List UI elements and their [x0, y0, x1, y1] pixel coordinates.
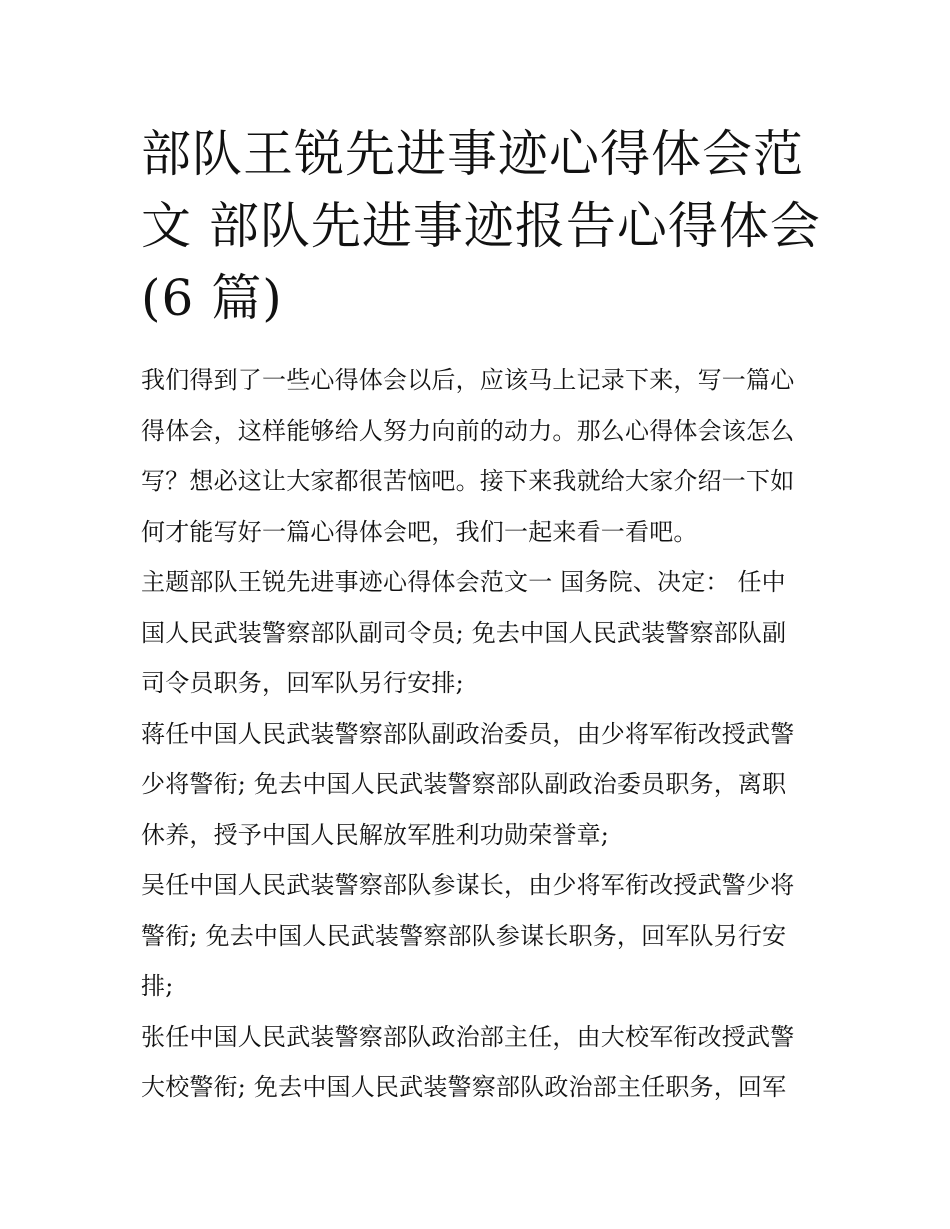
- title-line-1: 部队王锐先进事迹心得体会范: [141, 125, 804, 183]
- title-line-3: (6 篇): [141, 269, 283, 327]
- paragraph-intro: [141, 355, 821, 557]
- text-line: 写？想必这让大家都很苦恼吧。接下来我就给大家介绍一下如: [141, 467, 795, 495]
- paragraph-appointment-2: [141, 860, 821, 1012]
- paragraph-appointment-3: [141, 1012, 821, 1113]
- text-line: 得体会，这样能够给人努力向前的动力。那么心得体会该怎么: [141, 416, 795, 445]
- text-line: 何才能写好一篇心得体会吧，我们一起来看一看吧。: [141, 517, 698, 546]
- text-line: 警衔; 免去中国人民武装警察部队参谋长职务，回军队另行安: [141, 921, 787, 950]
- text-line: 排;: [141, 972, 174, 1000]
- text-line: 主题部队王锐先进事迹心得体会范文一 国务院、决定： 任中: [141, 568, 786, 596]
- text-line: 少将警衔; 免去中国人民武装警察部队副政治委员职务，离职: [141, 770, 787, 798]
- text-line: 张任中国人民武装警察部队政治部主任，由大校军衔改授武警: [141, 1022, 795, 1051]
- title-line-2: 文 部队先进事迹报告心得体会: [141, 197, 821, 255]
- paragraph-appointment-1: [141, 709, 821, 861]
- text-line: 吴任中国人民武装警察部队参谋长，由少将军衔改授武警少将: [141, 871, 795, 899]
- text-line: 国人民武装警察部队副司令员; 免去中国人民武装警察部队副: [141, 618, 787, 647]
- text-line: 休养，授予中国人民解放军胜利功勋荣誉章;: [141, 820, 610, 849]
- text-line: 蒋任中国人民武装警察部队副政治委员，由少将军衔改授武警: [141, 719, 795, 748]
- document-body: [141, 355, 821, 1113]
- paragraph-topic: [141, 557, 821, 709]
- document-title: [141, 118, 821, 334]
- text-line: 我们得到了一些心得体会以后，应该马上记录下来，写一篇心: [141, 366, 795, 394]
- text-line: 大校警衔; 免去中国人民武装警察部队政治部主任职务，回军: [141, 1073, 787, 1101]
- text-line: 司令员职务，回军队另行安排;: [141, 669, 464, 697]
